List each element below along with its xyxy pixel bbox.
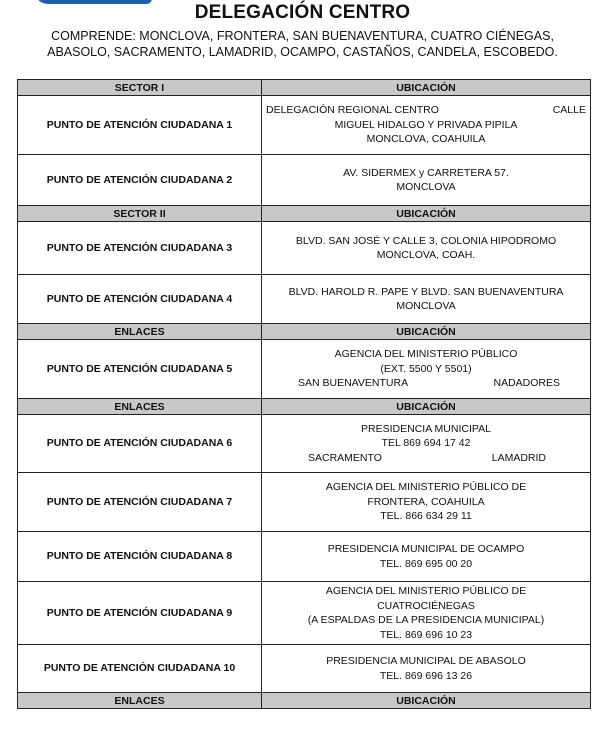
location-line: TEL. 866 634 29 11 xyxy=(380,510,472,523)
location-line: BLVD. SAN JOSÉ Y CALLE 3, COLONIA HIPODROMO xyxy=(295,234,557,247)
location-line: FRONTERA, COAHUILA xyxy=(367,495,485,508)
location-line: AGENCIA DEL MINISTERIO PÚBLICO DE xyxy=(325,585,527,597)
point-location xyxy=(262,222,591,275)
location-line xyxy=(262,103,590,118)
point-name: PUNTO DE ATENCIÓN CIUDADANA 9 xyxy=(18,582,262,645)
point-location xyxy=(262,645,591,693)
point-name: PUNTO DE ATENCIÓN CIUDADANA 1 xyxy=(18,96,262,155)
point-name: PUNTO DE ATENCIÓN CIUDADANA 2 xyxy=(18,155,262,206)
location-line: BLVD. HAROLD R. PAPE Y BLVD. SAN BUENAVENTURA xyxy=(288,285,564,298)
point-name: PUNTO DE ATENCIÓN CIUDADANA 8 xyxy=(18,532,262,582)
location-line: AV. SIDERMEX y CARRETERA 57. xyxy=(343,166,509,179)
page-subtitle xyxy=(0,29,605,60)
table-row xyxy=(18,582,591,645)
location-text: SAN BUENAVENTURA xyxy=(298,377,409,390)
locations-table xyxy=(17,79,591,709)
section-label: SECTOR I xyxy=(18,80,262,96)
point-location xyxy=(262,96,591,155)
location-line: MONCLOVA, COAHUILA xyxy=(366,133,486,146)
location-header: UBICACIÓN xyxy=(262,693,591,709)
location-header: UBICACIÓN xyxy=(262,206,591,222)
section-header-row xyxy=(18,324,591,340)
point-name: PUNTO DE ATENCIÓN CIUDADANA 7 xyxy=(18,473,262,532)
table-row xyxy=(18,340,591,399)
section-label: ENLACES xyxy=(18,693,262,709)
location-text: DELEGACIÓN REGIONAL CENTRO xyxy=(266,104,439,117)
table-row xyxy=(18,222,591,275)
point-location xyxy=(262,582,591,645)
point-location xyxy=(262,473,591,532)
location-line: MONCLOVA xyxy=(396,181,456,193)
point-name: PUNTO DE ATENCIÓN CIUDADANA 3 xyxy=(18,222,262,275)
subtitle-line-2: ABASOLO, SACRAMENTO, LAMADRID, OCAMPO, CASTAÑOS, CANDELA, ESCOBEDO. xyxy=(47,44,558,59)
point-location xyxy=(262,275,591,324)
table-row xyxy=(18,415,591,473)
section-header-row xyxy=(18,399,591,415)
location-line: TEL. 869 695 00 20 xyxy=(379,557,473,570)
location-line: MONCLOVA, COAH. xyxy=(376,249,476,261)
location-line: PRESIDENCIA MUNICIPAL DE OCAMPO xyxy=(327,543,525,555)
location-line: (EXT. 5500 Y 5501) xyxy=(380,362,472,375)
location-text: NADADORES xyxy=(493,377,560,390)
table-row xyxy=(18,645,591,693)
location-line: TEL. 869 696 13 26 xyxy=(379,669,473,682)
point-name: PUNTO DE ATENCIÓN CIUDADANA 5 xyxy=(18,340,262,399)
subtitle-line-1: COMPRENDE: MONCLOVA, FRONTERA, SAN BUENAVENTURA, CUATRO CIÉNEGAS, xyxy=(51,29,554,43)
location-line: MONCLOVA xyxy=(396,300,456,312)
section-header-row xyxy=(18,80,591,96)
location-line xyxy=(262,451,590,466)
section-header-row xyxy=(18,206,591,222)
point-location xyxy=(262,415,591,473)
point-name: PUNTO DE ATENCIÓN CIUDADANA 10 xyxy=(18,645,262,693)
table-row xyxy=(18,532,591,582)
section-header-row xyxy=(18,693,591,709)
section-label: ENLACES xyxy=(18,399,262,415)
location-line: TEL. 869 696 10 23 xyxy=(379,628,473,641)
location-text: SACRAMENTO xyxy=(308,451,382,464)
location-line: PRESIDENCIA MUNICIPAL xyxy=(361,422,491,435)
location-header: UBICACIÓN xyxy=(262,399,591,415)
location-line: TEL 869 694 17 42 xyxy=(381,437,471,450)
section-label: ENLACES xyxy=(18,324,262,340)
location-line xyxy=(262,376,590,391)
location-line: (A ESPALDAS DE LA PRESIDENCIA MUNICIPAL) xyxy=(307,614,545,626)
location-line: MIGUEL HIDALGO Y PRIVADA PIPILA xyxy=(334,118,518,131)
location-text: CALLE xyxy=(552,104,586,117)
table-row xyxy=(18,275,591,324)
location-line: AGENCIA DEL MINISTERIO PÚBLICO DE xyxy=(325,481,527,494)
location-text: LAMADRID xyxy=(491,451,546,464)
point-location xyxy=(262,155,591,206)
point-name: PUNTO DE ATENCIÓN CIUDADANA 6 xyxy=(18,415,262,473)
location-header: UBICACIÓN xyxy=(262,324,591,340)
table-row xyxy=(18,155,591,206)
table-row xyxy=(18,473,591,532)
location-line: AGENCIA DEL MINISTERIO PÚBLICO xyxy=(334,348,518,361)
location-line: PRESIDENCIA MUNICIPAL DE ABASOLO xyxy=(326,655,526,667)
section-label: SECTOR II xyxy=(18,206,262,222)
point-location xyxy=(262,532,591,582)
point-name: PUNTO DE ATENCIÓN CIUDADANA 4 xyxy=(18,275,262,324)
location-line: CUATROCIÉNEGAS xyxy=(377,599,475,612)
point-location xyxy=(262,340,591,399)
page-title: DELEGACIÓN CENTRO xyxy=(194,2,411,23)
table-row xyxy=(18,96,591,155)
location-header: UBICACIÓN xyxy=(262,80,591,96)
